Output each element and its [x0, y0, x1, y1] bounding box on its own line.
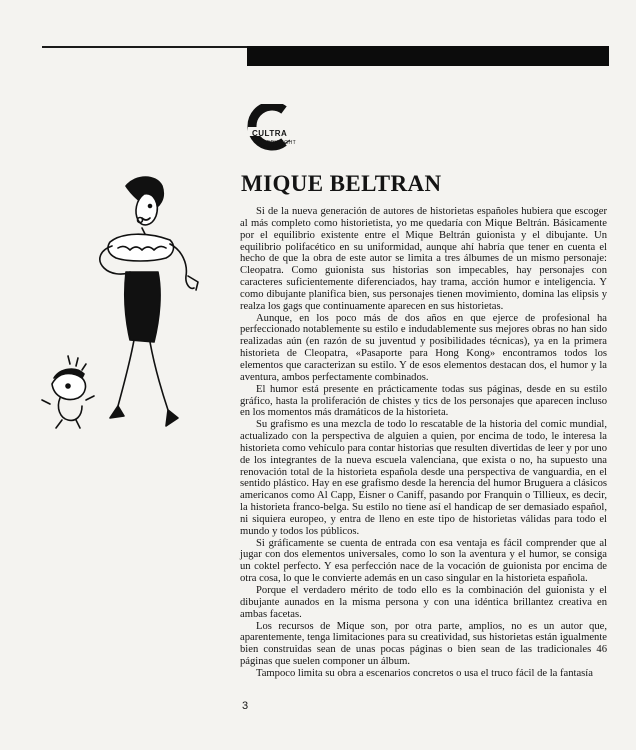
logo-subtext: COPYRIGHT — [262, 140, 297, 146]
paragraph: Tampoco limita su obra a escenarios concretos o usa el truco fácil de la fantasía — [256, 667, 593, 679]
paragraph: Si de la nueva generación de autores de historietas españoles hubiera que escoger al más completo como historietista, yo me quedaría con Mique Beltrán. Básicamente por el equilibrio existente entre el Mique Beltrán guionista y el dibujante. Un equilibrio polifacético en su uniformidad, aunque ahí habría que tener en cuenta el hecho de que la obra de este autor se limita a tres álbumes de un mismo personaje: Cleopatra. Como guionista sus historias son impecables, hay personajes con caracteres suficientemente diferenciados, hay trama, acción humor e inteligencia. Y como dibujante planifica bien, sus personajes tienen movimiento, domina las elipsis y realza los gags que continuamente aparecen en sus historietas. — [240, 206, 607, 312]
page-number: 3 — [242, 700, 249, 712]
paragraph: El humor está presente en prácticamente todas sus páginas, desde en su estilo gráfico, hasta la proliferación de chistes y tics de los personajes que aparecen incluso en los momentos más dramáticos de la historieta. — [240, 383, 607, 419]
header-thick-bar — [247, 46, 609, 66]
paragraph: Su grafismo es una mezcla de todo lo rescatable de la historia del comic mundial, actualizado con la perspectiva de alguien a quien, por encima de todo, le interesa la historieta como vehículo para contar historias que resulten divertidas de leer y por uno de los integrantes de la nueva escuela valenciana, que exista o no, ha supuesto una renovación total de la historieta española desde una perspectiva de vanguardia, en el sentido plástico. Hay en ese grafismo desde la herencia del humor Bruguera a clásicos americanos como Al Capp, Eisner o Caniff, pasando por Franquin o Tillieux, es decir, la historieta franco-belga. Su estilo no tiene así el handicap de ser demasiado español, ni siquiera europeo, y entra de lleno en este tipo de historietas válidas para todo el mundo y todos los públicos. — [240, 419, 607, 537]
paragraph: Aunque, en los poco más de dos años en que ejerce de profesional ha perfeccionado notablemente su estilo e indudablemente sus mejores obras no han sido realizadas aún (en razón de su juventud y posibilidades técnicas), ya en la primera historieta de Cleopatra, «Pasaporte para Hong Kong» encontramos todos los elementos que caracterizan su estilo. Y de esos elementos destacan dos, el humor y la aventura, ambos perfectamente combinados. — [240, 312, 607, 383]
paragraph: Los recursos de Mique son, por otra parte, amplios, no es un autor que, aparentemente, tenga limitaciones para su creatividad, sus historietas están igualmente bien construidas sean de unas pocas páginas o bien sean de las tradicionales 46 páginas que suelen componer un álbum. — [240, 620, 607, 668]
article-title: MIQUE BELTRAN — [241, 171, 442, 196]
paragraph: Porque el verdadero mérito de todo ello es la combinación del guionista y el dibujante aunados en la misma persona y con una idéntica brillantez creativa en ambas facetas. — [240, 585, 607, 620]
article-body — [240, 206, 607, 680]
cleopatra-character-illustration — [38, 172, 228, 442]
logo-wordmark: CULTRA — [252, 129, 288, 138]
cartoon-illustration — [38, 172, 228, 442]
header-thin-rule — [42, 46, 247, 48]
paragraph: Si gráficamente se cuenta de entrada con esa ventaja es fácil comprender que al jugar con dos elementos universales, como lo son la aventura y el humor, se consiga un coktel perfecto. Y esa perfección nace de la vocación de guionista por encima de otra cosa, lo que le convierte además en un caso singular en la historieta española. — [240, 537, 607, 585]
